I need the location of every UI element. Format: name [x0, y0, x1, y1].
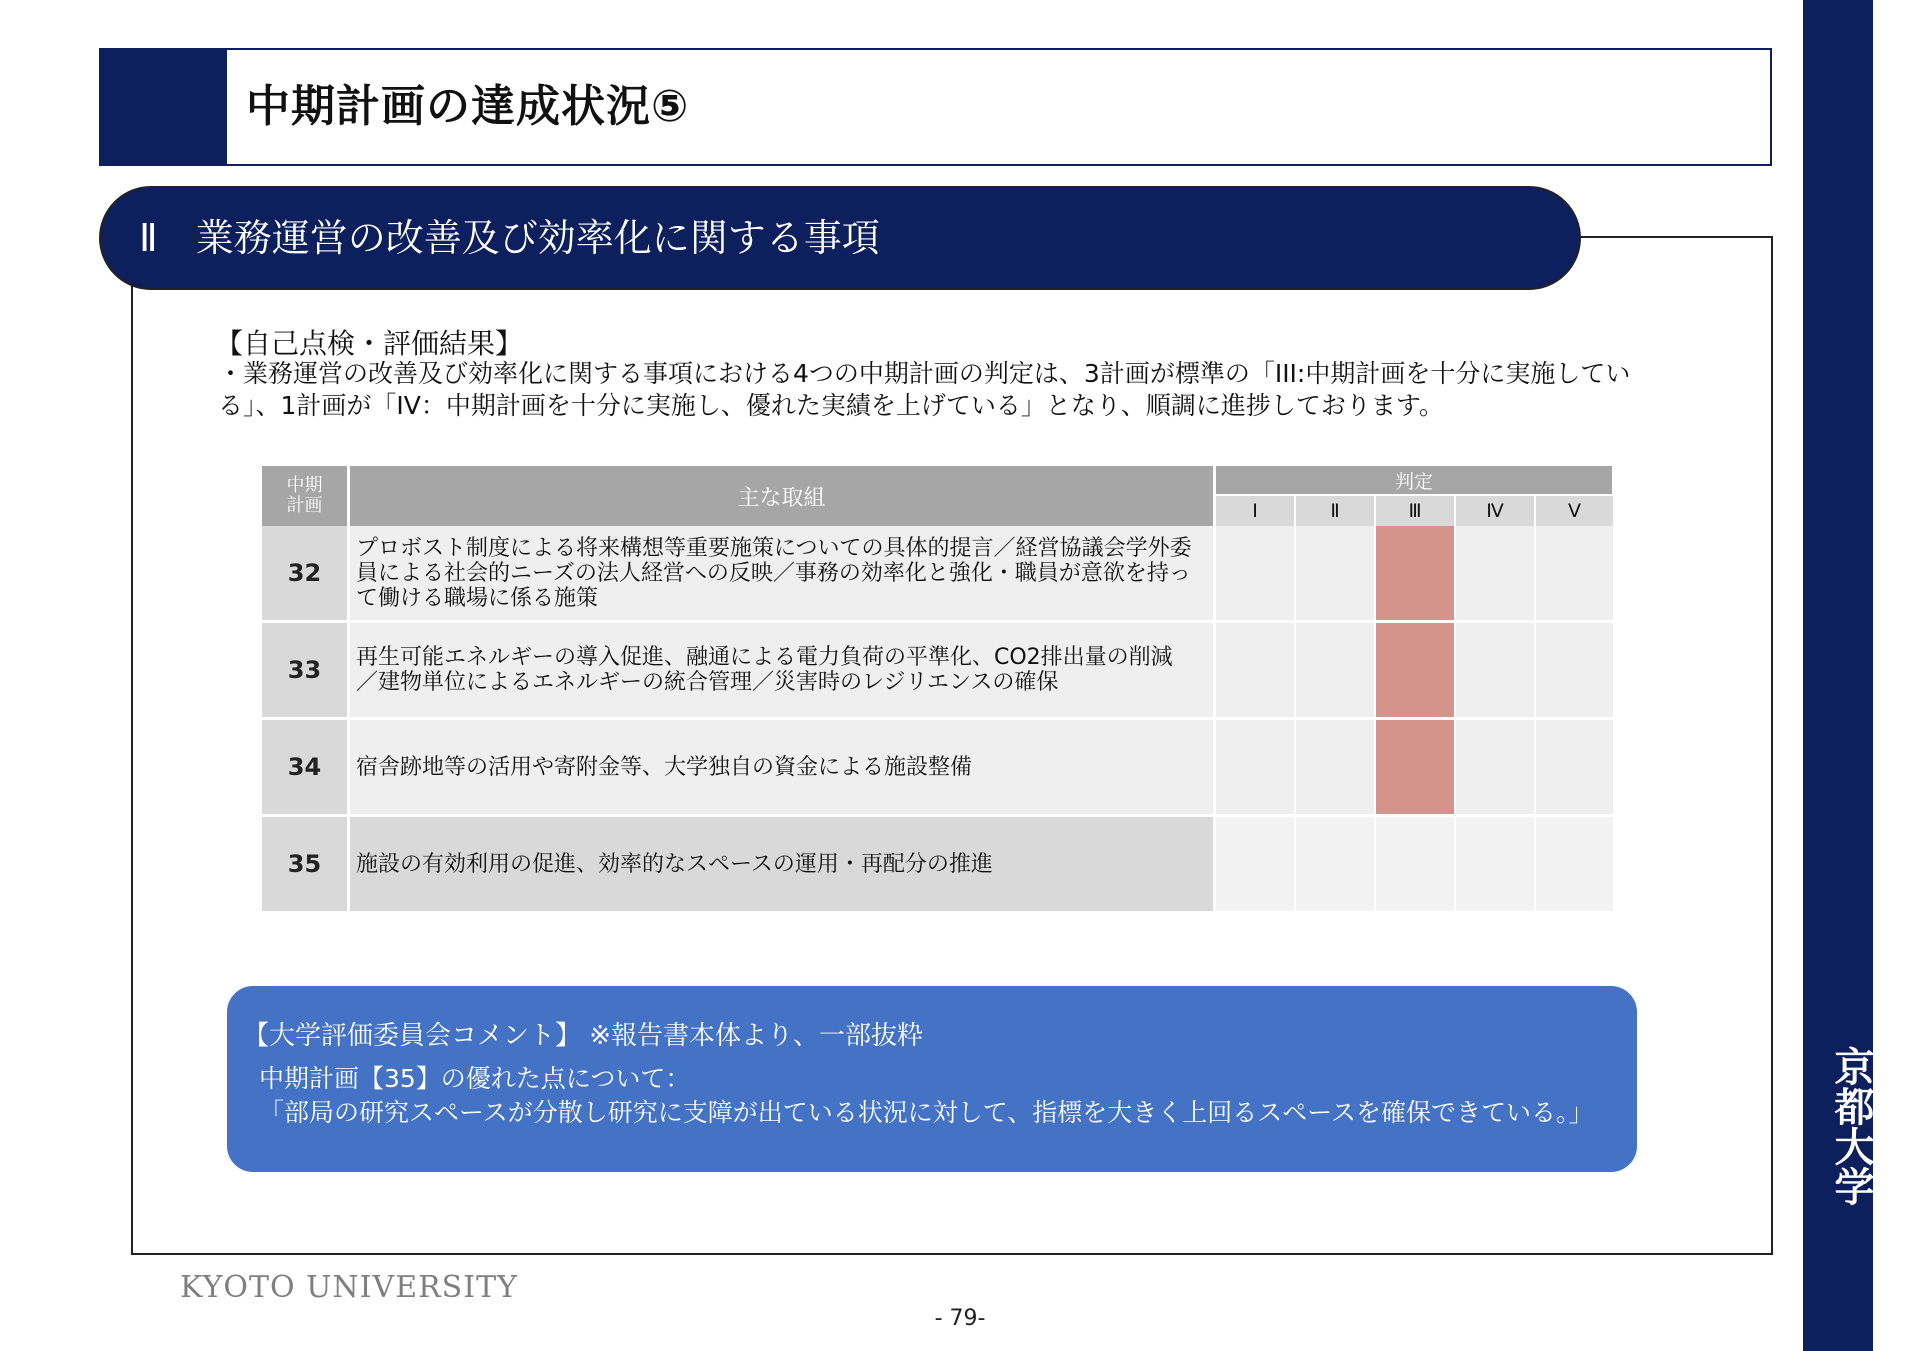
grade-cell-5 — [1536, 817, 1615, 914]
plan-number: 32 — [262, 526, 350, 623]
header-grade-3: Ⅲ — [1376, 496, 1456, 526]
plan-number: 35 — [262, 817, 350, 914]
committee-comment-box — [227, 986, 1637, 1172]
page-number: - 79- — [934, 1306, 986, 1331]
plan-number: 33 — [262, 623, 350, 720]
grade-cell-5 — [1536, 526, 1615, 623]
comment-line-2: 「部局の研究スペースが分散し研究に支障が出ている状況に対して、指標を大きく上回るスペースを確保できている。」 — [259, 1098, 1594, 1127]
grade-cell-2 — [1296, 817, 1376, 914]
table-row — [262, 526, 1615, 623]
page-title: 中期計画の達成状況⑤ — [246, 81, 690, 132]
grade-cell-1 — [1216, 623, 1296, 720]
header-grade-1: Ⅰ — [1216, 496, 1296, 526]
university-logo-text: KYOTO UNIVERSITY — [180, 1270, 518, 1305]
header-grade-5: Ⅴ — [1536, 496, 1615, 526]
header-grade-2: Ⅱ — [1296, 496, 1376, 526]
grade-cell-4 — [1456, 623, 1536, 720]
plan-description: 宿舎跡地等の活用や寄附金等、大学独自の資金による施設整備 — [350, 720, 1216, 817]
comment-heading: 【大学評価委員会コメント】 ※報告書本体より、一部抜粋 — [243, 1021, 924, 1051]
grade-cell-5 — [1536, 720, 1615, 817]
grade-cell-1 — [1216, 817, 1296, 914]
brand-sidebar — [1803, 0, 1873, 1351]
grade-cell-2 — [1296, 526, 1376, 623]
self-evaluation-heading: 【自己点検・評価結果】 — [215, 327, 524, 360]
grade-marker-3 — [1376, 526, 1456, 623]
grade-cell-4 — [1456, 526, 1536, 623]
header-judgement: 判定 — [1216, 466, 1615, 496]
header-plan-number — [262, 466, 350, 526]
grade-cell-2 — [1296, 623, 1376, 720]
grade-cell-5 — [1536, 623, 1615, 720]
grade-cell-1 — [1216, 720, 1296, 817]
comment-line-1: 中期計画【35】の優れた点について： — [259, 1064, 691, 1093]
plan-description: プロボスト制度による将来構想等重要施策についての具体的提言／経営協議会学外委員による社会的ニーズの法人経営への反映／事務の効率化と強化・職員が意欲を持って働ける職場に係る施策 — [350, 526, 1216, 623]
header-main-activities: 主な取組 — [350, 466, 1216, 526]
table-row — [262, 623, 1615, 720]
table-row — [262, 720, 1615, 817]
brand-name-vertical: 京都大学 — [1828, 1046, 1875, 1206]
plan-number: 34 — [262, 720, 350, 817]
header-grade-4: Ⅳ — [1456, 496, 1536, 526]
grade-marker-3 — [1376, 623, 1456, 720]
page-title-box — [99, 48, 1772, 166]
section-banner — [99, 186, 1581, 290]
grade-cell-1 — [1216, 526, 1296, 623]
plan-description: 再生可能エネルギーの導入促進、融通による電力負荷の平準化、CO2排出量の削減／建物単位によるエネルギーの統合管理／災害時のレジリエンスの確保 — [350, 623, 1216, 720]
grade-cell-3 — [1376, 817, 1456, 914]
title-accent-block — [101, 50, 227, 164]
self-evaluation-body: ・業務運営の改善及び効率化に関する事項における4つの中期計画の判定は、3計画が標準の「III:中期計画を十分に実施している」、1計画が「IV：中期計画を十分に実施し、優れた実績を上げている」となり、順調に進捗しております。 — [218, 359, 1631, 420]
grade-cell-4 — [1456, 720, 1536, 817]
plan-judgement-table — [262, 466, 1615, 914]
table-row — [262, 817, 1615, 914]
grade-marker-4 — [1456, 817, 1536, 914]
plan-description: 施設の有効利用の促進、効率的なスペースの運用・再配分の推進 — [350, 817, 1216, 914]
header-plan-label: 中期 計画 — [286, 475, 323, 516]
grade-cell-2 — [1296, 720, 1376, 817]
grade-marker-3 — [1376, 720, 1456, 817]
section-title: Ⅱ 業務運営の改善及び効率化に関する事項 — [139, 216, 880, 260]
